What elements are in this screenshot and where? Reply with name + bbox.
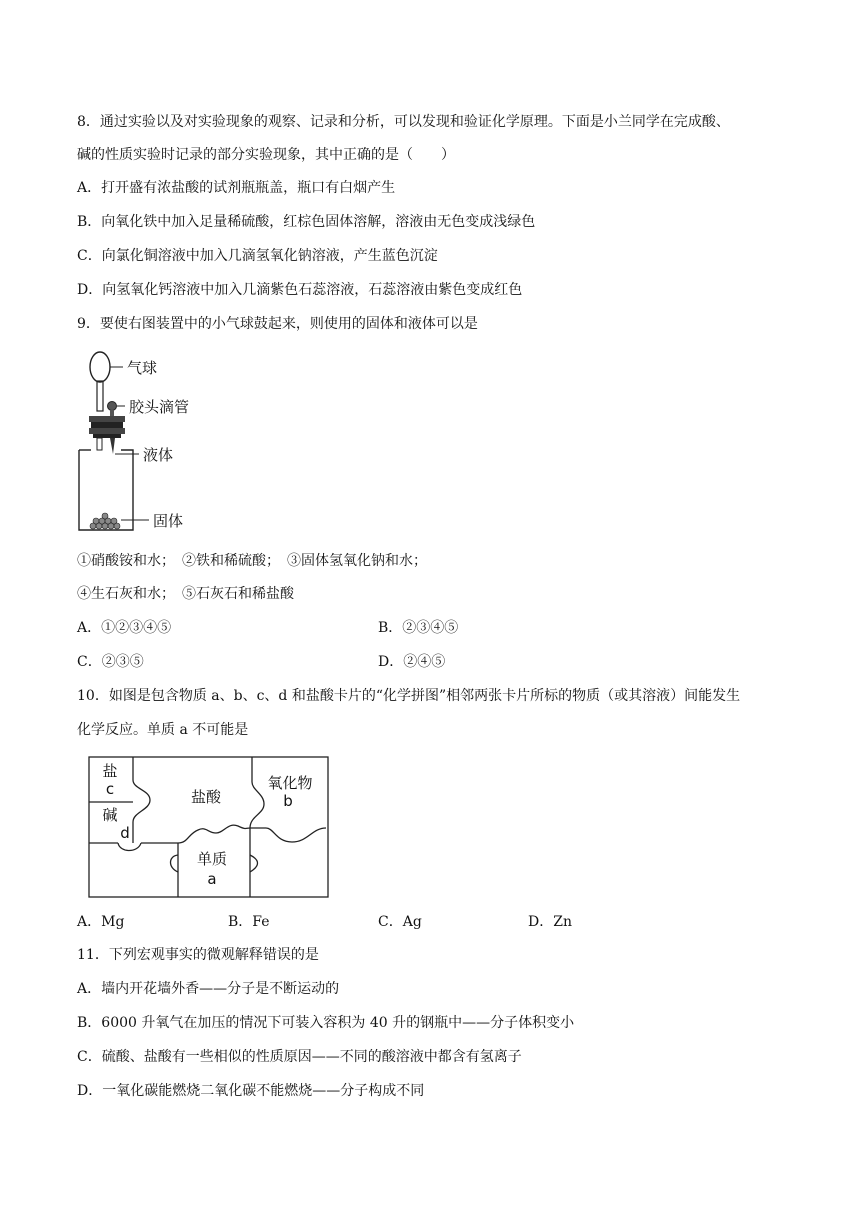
q8-stem-line1: 8．通过实验以及对实验现象的观察、记录和分析，可以发现和验证化学原理。下面是小兰同学在完成酸、 (77, 114, 730, 130)
q9-option-d: D．②④⑤ (378, 654, 446, 670)
element-card-label: 单质 (196, 850, 228, 868)
q10-option-b: B．Fe (228, 914, 270, 930)
chemistry-puzzle-figure (88, 756, 330, 900)
oxide-card-label: 氧化物 (267, 774, 313, 792)
q11-stem: 11．下列宏观事实的微观解释错误的是 (77, 947, 319, 963)
dropper-label: 胶头滴管 (129, 398, 190, 416)
q11-option-a: A．墙内开花墙外香——分子是不断运动的 (77, 981, 340, 997)
q10-option-a: A．Mg (77, 914, 125, 930)
q8-option-c: C．向氯化铜溶液中加入几滴氢氧化钠溶液，产生蓝色沉淀 (77, 248, 438, 264)
q9-stem: 9．要使右图装置中的小气球鼓起来，则使用的固体和液体可以是 (77, 316, 478, 332)
base-card-label: 碱 (102, 806, 118, 824)
q9-items-line1: ①硝酸铵和水； ②铁和稀硫酸； ③固体氢氧化钠和水； (77, 553, 427, 569)
q11-option-c: C．硫酸、盐酸有一些相似的性质原因——不同的酸溶液中都含有氢离子 (77, 1049, 522, 1065)
q8-option-b: B．向氧化铁中加入足量稀硫酸，红棕色固体溶解，溶液由无色变成浅绿色 (77, 214, 536, 230)
q8-option-a: A．打开盛有浓盐酸的试剂瓶瓶盖，瓶口有白烟产生 (77, 180, 396, 196)
base-card-letter: d (120, 824, 130, 842)
oxide-card-letter: b (283, 792, 293, 810)
q10-option-c: C．Ag (378, 914, 422, 930)
q10-stem-line2: 化学反应。单质 a 不可能是 (77, 722, 249, 738)
q8-stem-line2: 碱的性质实验时记录的部分实验现象，其中正确的是（ ） (77, 147, 455, 163)
q9-option-a: A．①②③④⑤ (77, 620, 172, 636)
q11-option-b: B．6000 升氧气在加压的情况下可装入容积为 40 升的钢瓶中——分子体积变小 (77, 1015, 575, 1031)
q9-option-b: B．②③④⑤ (378, 620, 459, 636)
q11-option-d: D．一氧化碳能燃烧二氧化碳不能燃烧——分子构成不同 (77, 1083, 425, 1099)
q9-option-c: C．②③⑤ (77, 654, 144, 670)
liquid-label: 液体 (143, 446, 174, 464)
q8-option-d: D．向氢氧化钙溶液中加入几滴紫色石蕊溶液，石蕊溶液由紫色变成红色 (77, 282, 523, 298)
acid-card-label: 盐酸 (190, 788, 222, 806)
q10-option-d: D．Zn (528, 914, 572, 930)
q10-stem-line1: 10．如图是包含物质 a、b、c、d 和盐酸卡片的“化学拼图”相邻两张卡片所标的物质（或其溶液）间能发生 (77, 688, 741, 704)
solid-label: 固体 (153, 512, 184, 530)
q9-apparatus-figure (77, 350, 227, 535)
element-card-letter: a (207, 870, 217, 888)
salt-card-label: 盐 (102, 762, 118, 780)
balloon-shape (90, 352, 110, 382)
q9-items-line2: ④生石灰和水； ⑤石灰石和稀盐酸 (77, 586, 294, 602)
salt-card-letter: c (105, 780, 115, 798)
balloon-label: 气球 (127, 359, 158, 377)
